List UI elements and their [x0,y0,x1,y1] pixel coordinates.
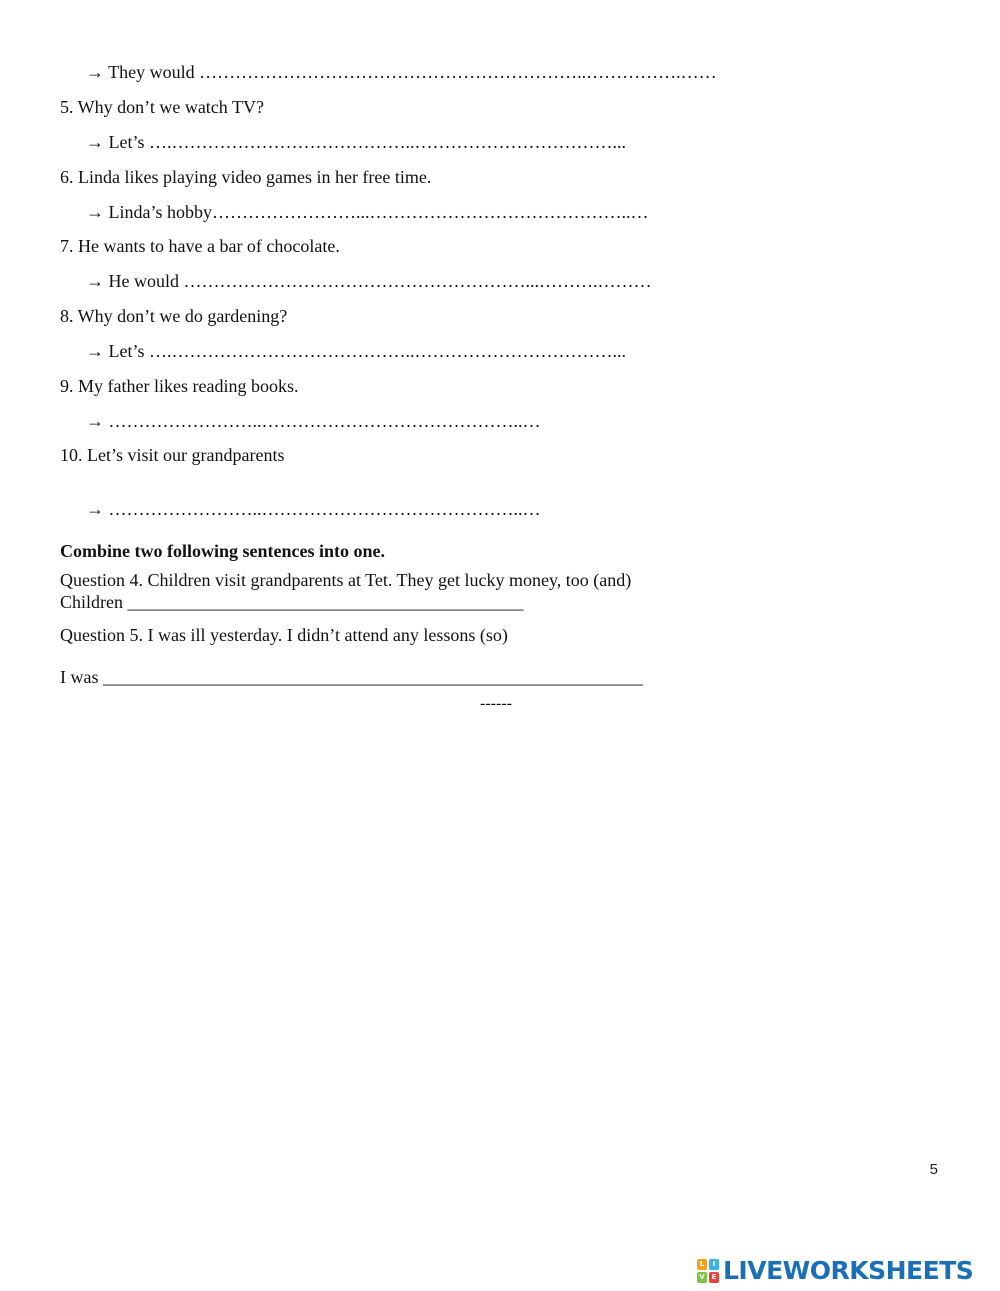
q5-answer-line: → Let’s ….…………………………………..……………………………... [86,132,626,152]
logo-block: I [709,1259,719,1270]
q9-prompt: 9. My father likes reading books. [60,376,299,396]
combine-heading: Combine two following sentences into one. [60,541,385,561]
logo-block: L [697,1259,707,1270]
q9-answer-line: → ……………………..……………………………………..… [86,411,541,431]
combine-question-4: Question 4. Children visit grandparents at Tet. They get lucky money, too (and) [60,570,632,590]
q6-answer-line: → Linda’s hobby……………………...……………………………………..… [86,202,649,222]
q10-prompt: 10. Let’s visit our grandparents [60,445,285,465]
q8-prompt: 8. Why don’t we do gardening? [60,306,288,326]
logo-block: V [697,1272,707,1283]
liveworksheets-logo [697,1256,973,1286]
end-marker: ------ [480,695,512,712]
combine-answer-4: Children ____________________________________________ [60,592,524,612]
q4-answer-line: → They would ………………………………………………………..…………….…… [86,62,717,82]
q6-prompt: 6. Linda likes playing video games in her free time. [60,167,432,187]
q8-answer-line: → Let’s ….…………………………………..……………………………... [86,341,626,361]
q7-answer-line: → He would …………………………………………………...……….……… [86,271,652,291]
page-number: 5 [929,1161,938,1178]
combine-question-5: Question 5. I was ill yesterday. I didn’t attend any lessons (so) [60,625,508,645]
logo-blocks-icon [697,1259,719,1283]
logo-block: E [709,1272,719,1283]
q10-answer-line: → ……………………..……………………………………..… [86,499,541,519]
q7-prompt: 7. He wants to have a bar of chocolate. [60,236,340,256]
q5-prompt: 5. Why don’t we watch TV? [60,97,264,117]
combine-answer-5: I was ____________________________________________________________ [60,667,643,687]
logo-text: LIVEWORKSHEETS [723,1256,974,1285]
